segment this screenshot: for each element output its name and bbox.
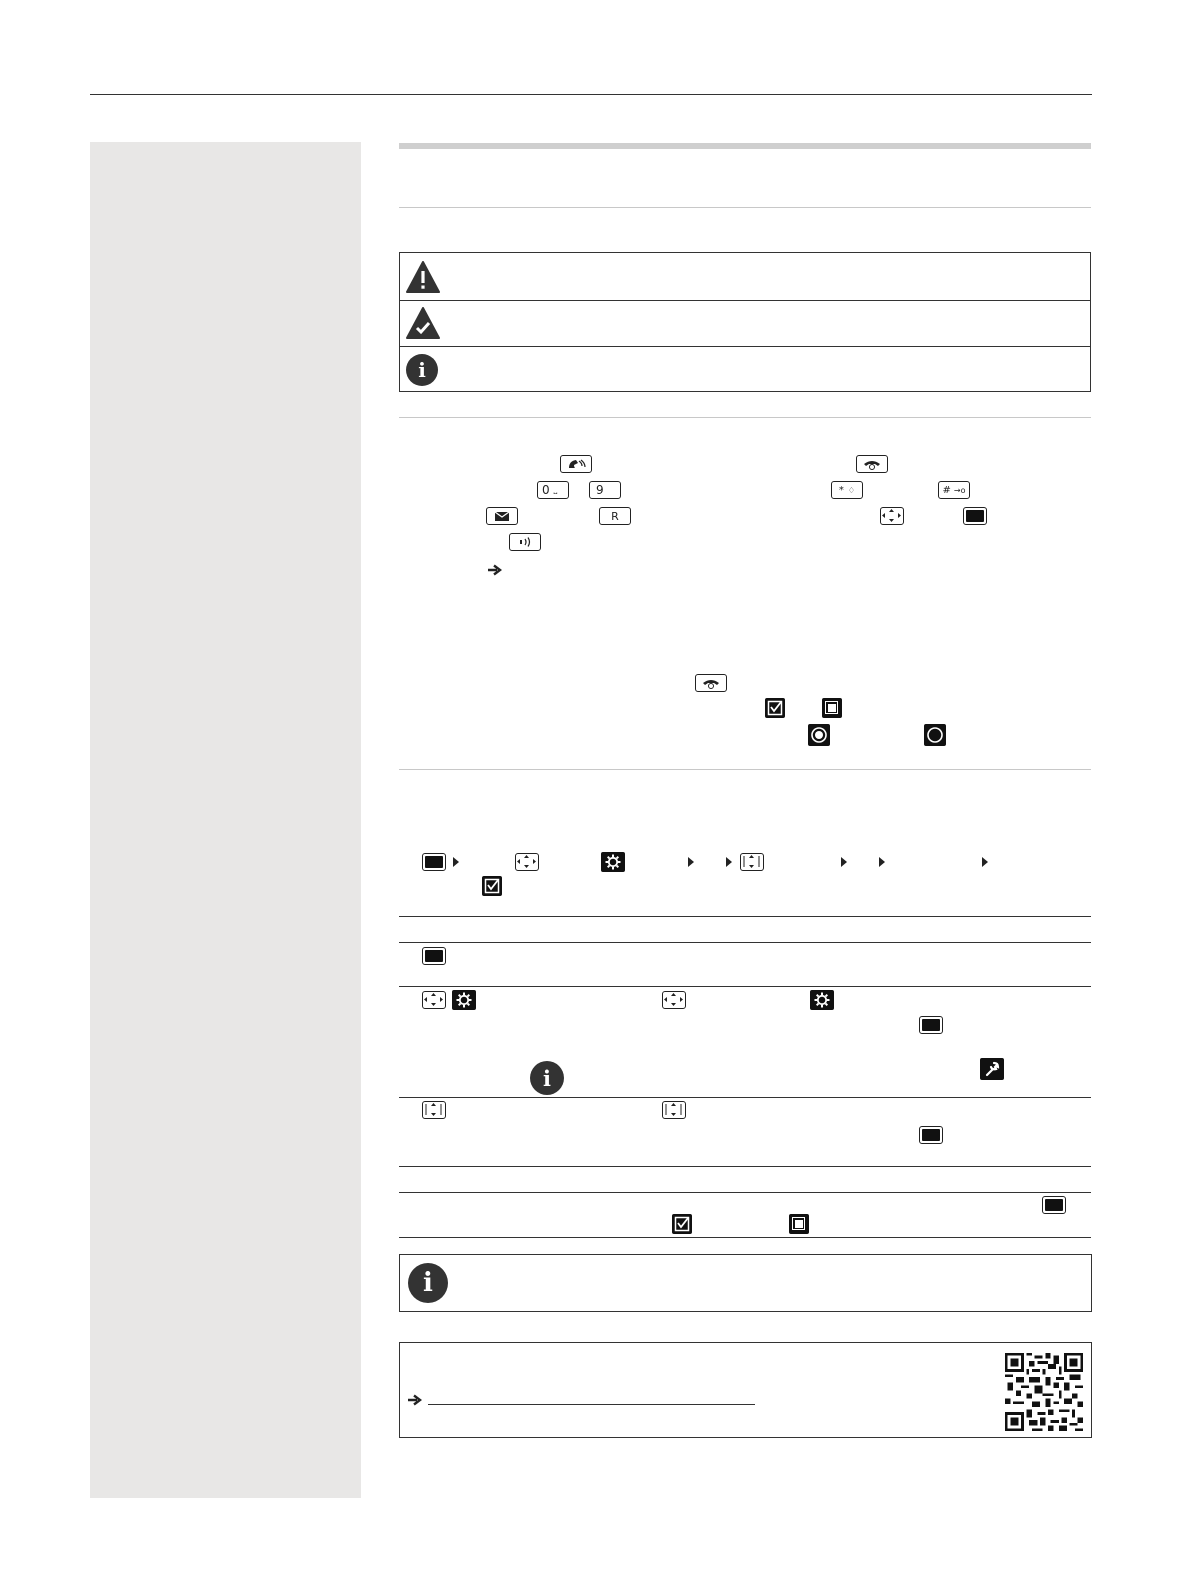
notice-row-info (400, 347, 1090, 393)
notice-row-warning (400, 253, 1090, 301)
recall-key-icon (599, 507, 631, 525)
end-call-key-icon-2 (695, 674, 727, 692)
step-table-rule-4 (399, 1166, 1091, 1167)
path-arrow-icon-3 (726, 857, 732, 867)
path-arrow-icon-6 (982, 857, 988, 867)
info-notice-box (399, 1254, 1092, 1312)
path-arrow-icon-5 (879, 857, 885, 867)
step-table-rule-5 (399, 1192, 1091, 1193)
checkbox-checked-icon-path (482, 876, 502, 896)
step-table-rule-3 (399, 1097, 1091, 1098)
display-key-icon-step4 (1042, 1196, 1066, 1214)
link-box (399, 1342, 1092, 1438)
section-heading-bar (399, 143, 1091, 149)
control-key-icon (880, 507, 904, 525)
key-r-label: R (611, 509, 619, 523)
checkbox-checked-icon-step4 (672, 1214, 692, 1234)
sidebar-panel (90, 142, 361, 1498)
path-arrow-icon (453, 857, 459, 867)
notice-row-tip (400, 301, 1090, 347)
step-table-rule-1 (399, 942, 1091, 943)
settings-gear-icon (601, 852, 625, 872)
key-star-icon: * ♢ (831, 481, 863, 499)
notice-table (399, 252, 1091, 392)
key-star-label: * (838, 484, 844, 496)
section-rule (399, 207, 1091, 208)
path-arrow-icon-2 (688, 857, 694, 867)
info-circle-icon-large: i (408, 1263, 448, 1303)
check-triangle-icon (406, 307, 440, 339)
link-underline[interactable] (428, 1404, 755, 1405)
control-key-icon-path (515, 853, 539, 871)
handsfree-key-icon (509, 533, 541, 551)
display-key-icon-path (422, 853, 446, 871)
key-hash-icon: # →o (938, 481, 970, 499)
display-key-icon (963, 507, 987, 525)
key-nine-label: 9 (596, 483, 604, 497)
key-hash-label: # (942, 484, 951, 496)
message-key-icon (486, 507, 518, 525)
checkbox-unchecked-icon-step4 (789, 1214, 809, 1234)
step-table-bottom-rule (399, 1237, 1091, 1238)
info-circle-icon: i (406, 354, 438, 386)
wrench-icon (980, 1058, 1004, 1080)
key-zero-icon: 0 ⎵ (537, 481, 569, 499)
talk-key-icon (560, 455, 592, 473)
checkbox-unchecked-icon (822, 698, 842, 718)
end-call-key-icon (856, 455, 888, 473)
settings-gear-icon-step2b (810, 990, 834, 1010)
step-table-top-rule (399, 916, 1091, 917)
info-circle-icon-step2: i (530, 1061, 564, 1095)
display-key-icon-step2 (919, 1016, 943, 1034)
checkbox-checked-icon (765, 698, 785, 718)
path-arrow-icon-4 (841, 857, 847, 867)
section-rule-2 (399, 417, 1091, 418)
key-nine-icon (589, 481, 621, 499)
updown-key-icon-step3b (662, 1101, 686, 1119)
qr-code-icon (1005, 1353, 1083, 1431)
display-key-icon-step3 (919, 1126, 943, 1144)
updown-key-icon-path (740, 853, 764, 871)
radio-unselected-icon (924, 724, 946, 746)
control-key-icon-step2b (662, 991, 686, 1009)
top-rule (90, 94, 1092, 95)
arrow-right-icon (487, 564, 503, 576)
section-rule-3 (399, 769, 1091, 770)
display-key-icon-step1 (422, 947, 446, 965)
key-zero-label: 0 (542, 483, 550, 497)
updown-key-icon-step3 (422, 1101, 446, 1119)
settings-gear-icon-step2 (452, 990, 476, 1010)
warning-triangle-icon (406, 261, 440, 293)
control-key-icon-step2 (422, 991, 446, 1009)
radio-selected-icon (808, 724, 830, 746)
step-table-rule-2 (399, 986, 1091, 987)
arrow-right-icon-link (407, 1394, 423, 1406)
